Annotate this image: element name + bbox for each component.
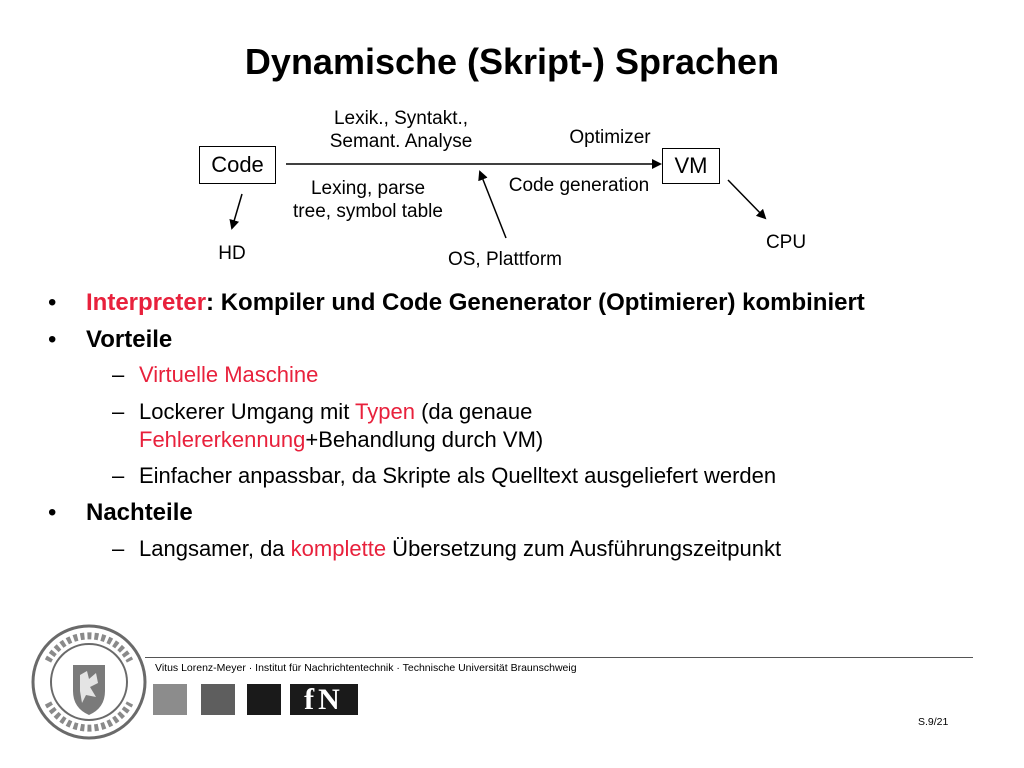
langsamer-text-b: Übersetzung zum Ausführungszeitpunkt [386, 535, 782, 561]
footer-divider [145, 657, 973, 658]
footer-square-mid [201, 684, 235, 715]
page-number: S.9/21 [918, 716, 949, 728]
langsamer-text-a: Langsamer, da [139, 535, 291, 561]
lexing-label [270, 178, 466, 224]
lexing-label-line2: tree, symbol table [293, 200, 443, 222]
typen-text-c: +Behandlung durch VM) [305, 426, 544, 452]
footer-square-dark [247, 684, 281, 715]
lexing-label-line1: Lexing, parse [310, 178, 426, 199]
vm-to-cpu-arrow [728, 180, 765, 218]
university-seal-logo [30, 623, 148, 741]
typen-text-a: Lockerer Umgang mit [139, 398, 356, 424]
sub-bullet-typen [48, 398, 1008, 454]
bullet-mark: • [48, 325, 57, 353]
sub-bullet-langsamer [48, 535, 1008, 563]
komplette-term: komplette [290, 535, 387, 561]
lexik-label-line1: Lexik., Syntakt., [333, 108, 469, 129]
fehlererkennung-term: Fehlererkennung [139, 426, 306, 452]
dash-mark: – [112, 462, 125, 488]
anpassbar-text: Einfacher anpassbar, da Skripte als Quelltext ausgeliefert werden [139, 462, 777, 488]
cpu-label: CPU [765, 232, 807, 253]
bullet-vorteile [48, 325, 1008, 356]
bullet-mark: • [48, 499, 57, 527]
dash-mark: – [112, 362, 125, 388]
bullet-mark: • [48, 289, 57, 316]
interpreter-text: : Kompiler und Code Genenerator (Optimierer) kombiniert [206, 289, 865, 316]
footer-credit: Vitus Lorenz-Meyer · Institut für Nachrichtentechnik · Technische Universität Braunschweig [155, 662, 577, 674]
vorteile-text: Vorteile [86, 325, 173, 353]
vm-box: VM [662, 148, 720, 184]
code-box: Code [199, 146, 276, 184]
institute-logo: fN [290, 684, 358, 715]
sub-bullet-virtuelle-maschine [48, 361, 1008, 389]
sub-bullet-anpassbar [48, 462, 1008, 490]
slide-title: Dynamische (Skript-) Sprachen [244, 41, 780, 82]
nachteile-text: Nachteile [86, 499, 193, 527]
dash-mark: – [112, 535, 125, 561]
typen-term: Typen [355, 398, 415, 424]
lexik-label [296, 108, 506, 154]
codegen-label: Code generation [508, 175, 650, 196]
bullet-list [48, 288, 1008, 571]
code-to-hd-arrow [232, 194, 242, 228]
virtuelle-maschine-text: Virtuelle Maschine [139, 362, 319, 388]
dash-mark: – [112, 398, 125, 424]
hd-label: HD [218, 243, 246, 264]
interpreter-term: Interpreter [86, 289, 207, 316]
typen-text-b: (da genaue [414, 398, 533, 424]
bullet-interpreter [48, 288, 1008, 319]
bullet-nachteile [48, 498, 1008, 529]
lexik-label-line2: Semant. Analyse [329, 130, 473, 152]
os-label: OS, Plattform [447, 249, 563, 270]
footer-square-light [153, 684, 187, 715]
optimizer-label: Optimizer [569, 127, 651, 148]
